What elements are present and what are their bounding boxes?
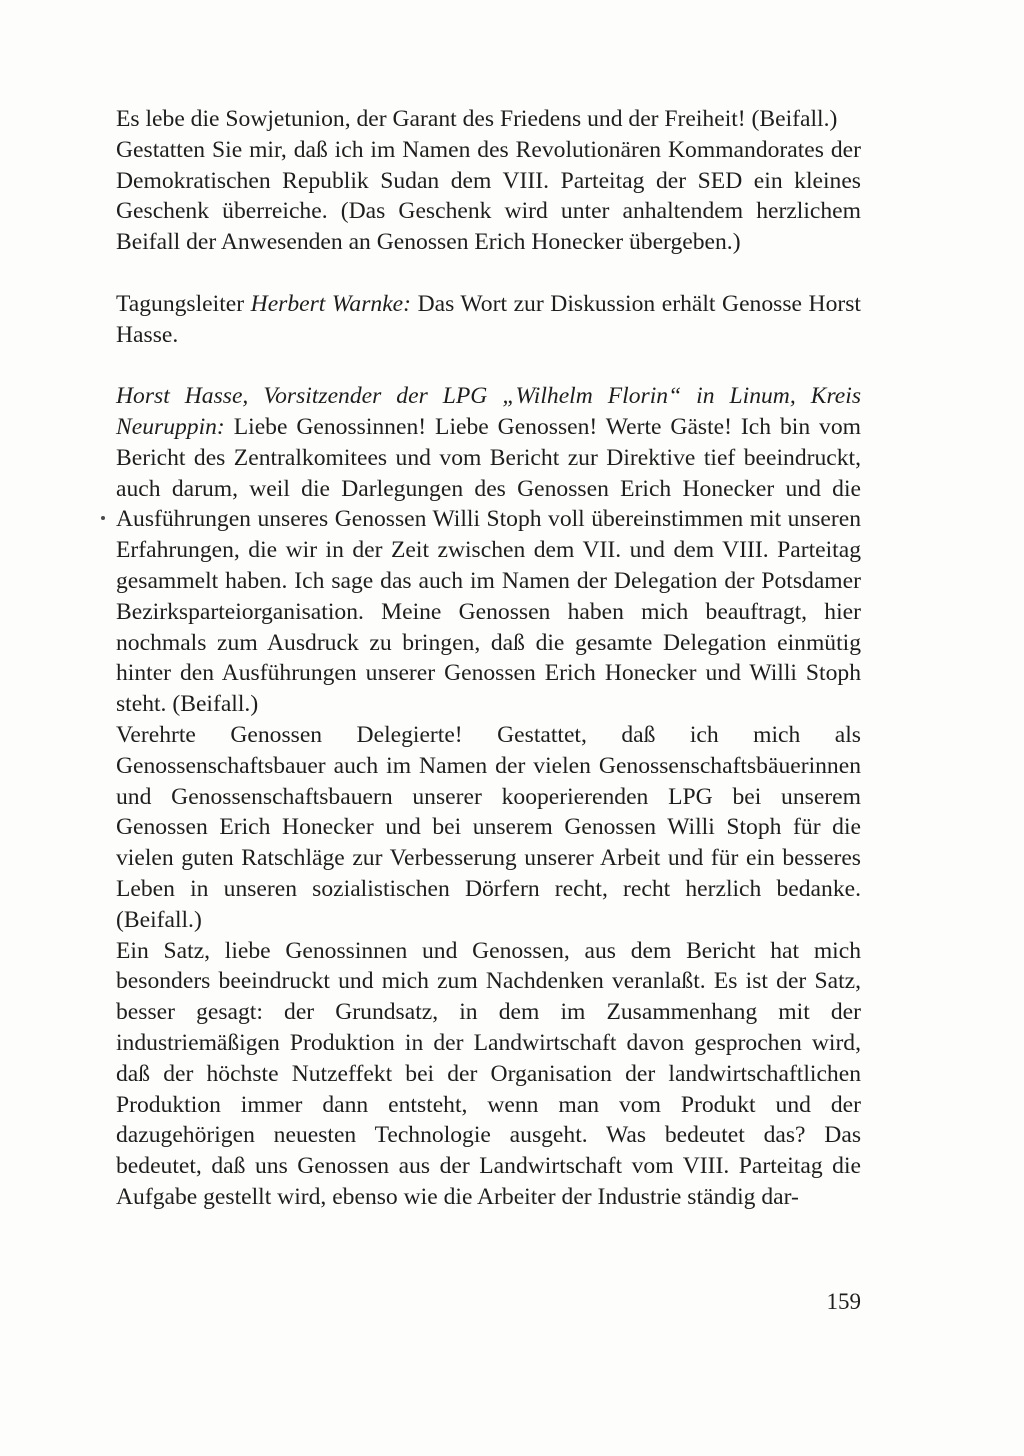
speaker-name: Herbert Warnke: xyxy=(250,290,411,317)
page-number: 159 xyxy=(826,1289,861,1314)
paragraph-4 xyxy=(116,381,861,720)
paragraph-5 xyxy=(116,720,861,936)
paragraph-6 xyxy=(116,936,861,1213)
paragraph-3-text: Das Wort zur Diskussion erhält Genosse Horst Hasse. xyxy=(116,290,861,348)
paragraph-3 xyxy=(116,289,861,351)
paragraph-2 xyxy=(116,135,861,258)
paragraph-2-text: Gestatten Sie mir, daß ich im Namen des Revolutionären Kommandorates der Demokratischen Republik Sudan dem VIII. Parteitag der SED ein kleines Geschenk überreiche. (Das Geschenk wird unter anhaltendem herzlichem Beifall der Anwesenden an Genossen Erich Honecker übergeben.) xyxy=(116,136,861,256)
paragraph-1-text: Es lebe die Sowjetunion, der Garant des Friedens und der Freiheit! (Beifall.) xyxy=(116,106,838,132)
paragraph-5-text: Verehrte Genossen Delegierte! Gestattet, daß ich mich als Genossenschaftsbauer auch im Namen der vielen Genossenschaftsbäuerinnen und Genossenschaftsbauern unserer kooperierenden LPG bei unserem Genossen Erich Honecker und bei unserem Genossen Willi Stoph für die vielen guten Ratschläge zur Verbesserung unserer Arbeit und für ein besseres Leben in unseren sozialistischen Dörfern recht, recht herzlich bedanke. (Beifall.) xyxy=(116,721,861,933)
paragraph-1 xyxy=(116,104,861,135)
margin-dot xyxy=(101,516,105,520)
speaker-name: Horst Hasse, Vorsitzender der LPG „Wilhelm Florin“ in Linum, Kreis Neuruppin: xyxy=(116,383,861,440)
paragraph-3-prefix: Tagungsleiter xyxy=(116,290,251,317)
body-text xyxy=(116,104,861,1213)
paragraph-6-text: Ein Satz, liebe Genossinnen und Genossen, aus dem Bericht hat mich besonders beeindruckt und mich zum Nachdenken veranlaßt. Es ist der Satz, besser gesagt: der Grundsatz, in dem im Zusammenhang mit der industriemäßigen Produktion in der Landwirtschaft davon gesprochen wird, daß der höchste Nutzeffekt bei der Organisation der landwirtschaftlichen Produktion immer dann entsteht, wenn man vom Produkt und der dazugehörigen neuesten Technologie ausgeht. Was bedeutet das? Das bedeutet, daß uns Genossen aus der Landwirtschaft vom VIII. Parteitag die Aufgabe gestellt wird, ebenso wie die Arbeiter der Industrie ständig dar- xyxy=(116,937,861,1210)
paragraph-4-text: Liebe Genossinnen! Liebe Genossen! Werte Gäste! Ich bin vom Bericht des Zentralkomitees und vom Bericht zur Direktive tief beeindruckt, auch darum, weil die Darlegungen des Genossen Erich Honecker und die Ausführungen unseres Genossen Willi Stoph voll übereinstimmen mit unseren Erfahrungen, die wir in der Zeit zwischen dem VII. und dem VIII. Parteitag gesammelt haben. Ich sage das auch im Namen der Delegation der Potsdamer Bezirksparteiorganisation. Meine Genossen haben mich beauftragt, hier nochmals zum Ausdruck zu bringen, daß die gesamte Delegation einmütig hinter den Ausführungen unserer Genossen Erich Honecker und Willi Stoph steht. (Beifall.) xyxy=(116,413,861,718)
